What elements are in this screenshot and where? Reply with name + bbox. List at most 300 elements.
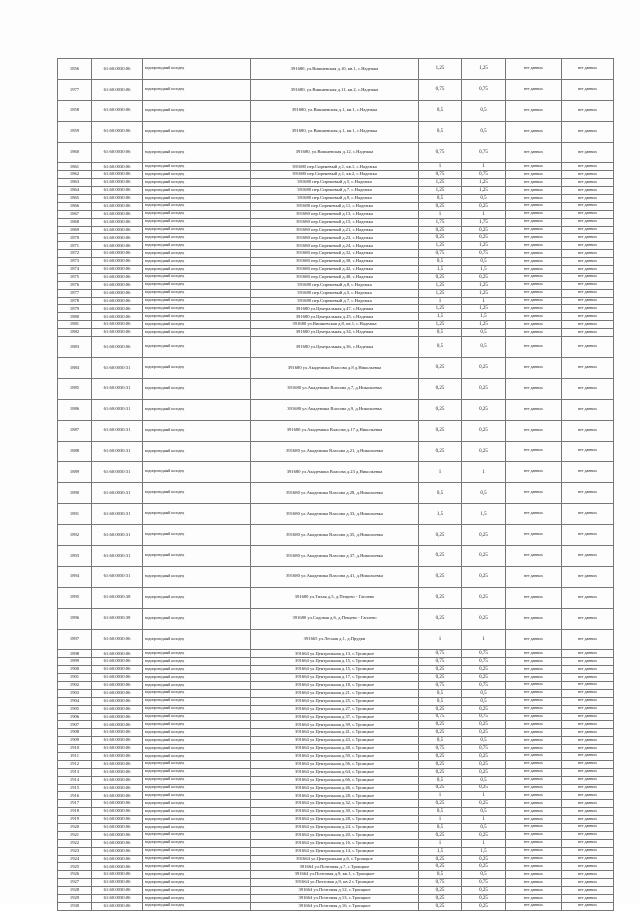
area-value: 0,25 [462,674,506,682]
cadastral-code: 61:60:0030:06 [92,871,143,879]
area-value: 1 [462,792,506,800]
owner-info: нет данных [506,855,562,863]
status-info: нет данных [562,305,614,313]
area-value: 0,75 [462,745,506,753]
cadastral-code: 61:60:0030:06 [92,629,143,650]
row-number: 1899 [58,658,92,666]
length-value: 0,75 [419,171,462,179]
area-value: 0,25 [462,863,506,871]
length-value: 0,25 [419,234,462,242]
object-address: 391680 ул.Академика Власова д.28, д.Никольевка [251,483,419,504]
area-value: 0,25 [462,855,506,863]
object-type: водопроводный колодец [143,713,251,721]
status-info: нет данных [562,420,614,441]
table-row [58,218,614,226]
cadastral-code: 61:60:0030:06 [92,689,143,697]
object-type: водопроводный колодец [143,816,251,824]
table-row [58,887,614,895]
length-value: 1,5 [419,504,462,525]
status-info: нет данных [562,629,614,650]
row-number: 1904 [58,697,92,705]
object-address: 391664 ул.Центральная д.15, с.Троицкое [251,658,419,666]
object-address: 391680 пер.Сиреневый д.13, с.Надежка [251,210,419,218]
cadastral-code: 61:60:0030:06 [92,650,143,658]
object-address: 391664 ул.Почтовая д.16, с.Троицкое [251,902,419,910]
area-value: 0,25 [462,566,506,587]
row-number: 1918 [58,808,92,816]
object-type: водопроводный колодец [143,721,251,729]
row-number: 1919 [58,816,92,824]
object-type: водопроводный колодец [143,337,251,358]
row-number: 1893 [58,545,92,566]
cadastral-code: 61:60:0030:06 [92,195,143,203]
object-address: 391680 пер.Сиреневый д.8, с.Надежка [251,281,419,289]
row-number: 1859 [58,121,92,142]
row-number: 1879 [58,305,92,313]
area-value: 1,25 [462,179,506,187]
row-number: 1930 [58,902,92,910]
area-value: 0,5 [462,258,506,266]
area-value: 0,75 [462,142,506,163]
object-address: 391680 ул.Академика Власова д.8 д.Никольевка [251,357,419,378]
cadastral-code: 61:60:0030:06 [92,210,143,218]
object-address: 391664 ул.Центральная д.24, с.Троицкое [251,824,419,832]
length-value: 0,25 [419,273,462,281]
area-value: 0,25 [462,768,506,776]
owner-info: нет данных [506,737,562,745]
row-number: 1889 [58,462,92,483]
table-row [58,681,614,689]
status-info: нет данных [562,855,614,863]
cadastral-code: 61:60:0030:06 [92,847,143,855]
object-type: водопроводный колодец [143,121,251,142]
table-row [58,281,614,289]
owner-info: нет данных [506,792,562,800]
length-value: 0,25 [419,760,462,768]
object-address: 391664 ул.Центральная д.13, с.Троицкое [251,650,419,658]
owner-info: нет данных [506,721,562,729]
table-row [58,250,614,258]
object-address: 391680 пер.Сиреневый д.38, с.Надежка [251,258,419,266]
length-value: 0,75 [419,879,462,887]
object-address: 391664 ул.Центральная д.28, с.Троицкое [251,816,419,824]
table-row [58,242,614,250]
status-info: нет данных [562,242,614,250]
object-type: водопроводный колодец [143,566,251,587]
status-info: нет данных [562,566,614,587]
status-info: нет данных [562,847,614,855]
cadastral-code: 61:60:0030:06 [92,666,143,674]
row-number: 1868 [58,218,92,226]
length-value: 0,25 [419,357,462,378]
area-value: 1,25 [462,305,506,313]
length-value: 1 [419,792,462,800]
object-address: 391664 ул.Центральная д.46, с.Троицкое [251,784,419,792]
length-value: 0,75 [419,250,462,258]
object-address: 391680 ул.Академика Власова д.35, д.Никольевка [251,525,419,546]
length-value: 0,5 [419,195,462,203]
cadastral-code: 61:60:0030:06 [92,863,143,871]
area-value: 1 [462,163,506,171]
object-type: водопроводный колодец [143,674,251,682]
cadastral-code: 61:60:0030:06 [92,297,143,305]
owner-info: нет данных [506,608,562,629]
object-type: водопроводный колодец [143,273,251,281]
length-value: 0,25 [419,831,462,839]
object-type: водопроводный колодец [143,399,251,420]
table-row [58,760,614,768]
object-address: 391680 ул.Академика Власова д.17 д.Никольевка [251,420,419,441]
area-value: 0,25 [462,831,506,839]
object-address: 391680 пер.Сиреневый д.9, с.Надежка [251,195,419,203]
length-value: 0,25 [419,587,462,608]
cadastral-code: 61:60:0030:06 [92,887,143,895]
object-type: водопроводный колодец [143,163,251,171]
status-info: нет данных [562,721,614,729]
area-value: 0,75 [462,681,506,689]
status-info: нет данных [562,545,614,566]
object-address: 391664 ул.Центральная д.37, с.Троицкое [251,713,419,721]
length-value: 0,5 [419,776,462,784]
object-address: 391680 пер.Сиреневый д.5, с.Надежка [251,179,419,187]
cadastral-code: 61:60:0030:06 [92,784,143,792]
row-number: 1858 [58,100,92,121]
table-row [58,378,614,399]
object-address: 391680 пер.Сиреневый д.11, с.Надежка [251,202,419,210]
cadastral-code: 61:60:0030:06 [92,273,143,281]
owner-info: нет данных [506,879,562,887]
length-value: 0,25 [419,705,462,713]
cadastral-code: 61:60:0030:06 [92,713,143,721]
cadastral-code: 61:60:0030:31 [92,504,143,525]
object-type: водопроводный колодец [143,525,251,546]
row-number: 1878 [58,297,92,305]
cadastral-code: 61:60:0030:06 [92,745,143,753]
area-value: 0,5 [462,697,506,705]
table-row [58,705,614,713]
object-address: 391664 ул.Почтовая д.7, с.Троицкое [251,863,419,871]
object-address: 391680 пер.Сиреневый д.7, с.Надежка [251,297,419,305]
cadastral-code: 61:60:0030:06 [92,234,143,242]
table-row [58,816,614,824]
table-row [58,745,614,753]
status-info: нет данных [562,266,614,274]
area-value: 0,75 [462,713,506,721]
status-info: нет данных [562,504,614,525]
object-type: водопроводный колодец [143,234,251,242]
table-row [58,879,614,887]
owner-info: нет данных [506,566,562,587]
length-value: 0,5 [419,824,462,832]
length-value: 0,25 [419,902,462,910]
status-info: нет данных [562,689,614,697]
object-type: водопроводный колодец [143,250,251,258]
status-info: нет данных [562,187,614,195]
owner-info: нет данных [506,800,562,808]
status-info: нет данных [562,760,614,768]
status-info: нет данных [562,737,614,745]
object-address: 391680 пер.Сиреневый д.15, с.Надежка [251,218,419,226]
object-type: водопроводный колодец [143,504,251,525]
length-value: 0,5 [419,871,462,879]
area-value: 0,25 [462,378,506,399]
row-number: 1909 [58,737,92,745]
object-address: 391664 ул.Центральная д.28, с.Троицкое [251,792,419,800]
area-value: 0,25 [462,705,506,713]
status-info: нет данных [562,705,614,713]
length-value: 0,75 [419,650,462,658]
status-info: нет данных [562,713,614,721]
length-value: 0,25 [419,800,462,808]
object-type: водопроводный колодец [143,839,251,847]
owner-info: нет данных [506,273,562,281]
owner-info: нет данных [506,808,562,816]
owner-info: нет данных [506,483,562,504]
object-type: водопроводный колодец [143,142,251,163]
cadastral-code: 61:60:0030:06 [92,187,143,195]
object-address: 391680 пер.Сиреневый д.42, с.Надежка [251,266,419,274]
row-number: 1916 [58,792,92,800]
table-row [58,855,614,863]
length-value: 0,25 [419,887,462,895]
area-value: 0,5 [462,824,506,832]
area-value: 1,5 [462,504,506,525]
cadastral-code: 61:60:0030:31 [92,357,143,378]
owner-info: нет данных [506,289,562,297]
area-value: 0,25 [462,729,506,737]
row-number: 1901 [58,674,92,682]
table-row [58,289,614,297]
length-value: 1,25 [419,242,462,250]
row-number: 1877 [58,289,92,297]
status-info: нет данных [562,226,614,234]
status-info: нет данных [562,297,614,305]
table-row [58,399,614,420]
owner-info: нет данных [506,79,562,100]
length-value: 0,25 [419,378,462,399]
row-number: 1903 [58,689,92,697]
area-value: 0,75 [462,250,506,258]
owner-info: нет данных [506,179,562,187]
length-value: 0,25 [419,721,462,729]
owner-info: нет данных [506,321,562,329]
length-value: 0,5 [419,737,462,745]
object-type: водопроводный колодец [143,760,251,768]
object-address: 391680, ул.Вишневская д.11, кв.2, с.Надежка [251,79,419,100]
owner-info: нет данных [506,337,562,358]
area-value: 0,25 [462,752,506,760]
area-value: 0,5 [462,737,506,745]
cadastral-code: 61:60:0030:06 [92,281,143,289]
row-number: 1887 [58,420,92,441]
object-type: водопроводный колодец [143,879,251,887]
cadastral-code: 61:60:0030:06 [92,305,143,313]
area-value: 1,5 [462,847,506,855]
status-info: нет данных [562,179,614,187]
area-value: 0,25 [462,587,506,608]
row-number: 1895 [58,587,92,608]
owner-info: нет данных [506,729,562,737]
table-row [58,674,614,682]
owner-info: нет данных [506,863,562,871]
table-row [58,525,614,546]
owner-info: нет данных [506,681,562,689]
object-address: 391664 ул.Почтовая д.9, кв.2 с.Троицкое [251,879,419,887]
object-type: водопроводный колодец [143,357,251,378]
row-number: 1873 [58,258,92,266]
object-address: 391664 ул.Почтовая д.13, с.Троицкое [251,895,419,903]
cadastral-code: 61:60:0030:06 [92,681,143,689]
object-type: водопроводный колодец [143,681,251,689]
object-address: 391680, ул.Вишневская д.12, с.Надежка [251,142,419,163]
row-number: 1892 [58,525,92,546]
row-number: 1871 [58,242,92,250]
owner-info: нет данных [506,218,562,226]
table-row [58,650,614,658]
length-value: 1 [419,297,462,305]
area-value: 0,25 [462,357,506,378]
area-value: 0,25 [462,226,506,234]
object-address: 391664 ул.Почтовая д.12, с.Троицкое [251,887,419,895]
row-number: 1898 [58,650,92,658]
table-row [58,666,614,674]
object-type: водопроводный колодец [143,871,251,879]
length-value: 1,5 [419,847,462,855]
area-value: 0,75 [462,650,506,658]
table-row [58,187,614,195]
cadastral-code: 61:60:0030:31 [92,420,143,441]
object-address: 391680, ул.Вишневская д.10, кв.1, с.Надежка [251,59,419,80]
table-row [58,504,614,525]
length-value: 1,5 [419,266,462,274]
cadastral-code: 61:60:0030:31 [92,566,143,587]
object-type: водопроводный колодец [143,226,251,234]
table-row [58,202,614,210]
row-number: 1977 [58,79,92,100]
area-value: 0,75 [462,879,506,887]
row-number: 1867 [58,210,92,218]
status-info: нет данных [562,887,614,895]
object-type: водопроводный колодец [143,902,251,910]
object-type: водопроводный колодец [143,313,251,321]
object-type: водопроводный колодец [143,483,251,504]
owner-info: нет данных [506,784,562,792]
table-row [58,210,614,218]
row-number: 1920 [58,824,92,832]
owner-info: нет данных [506,697,562,705]
cadastral-code: 61:60:0030:06 [92,59,143,80]
cadastral-code: 61:60:0030:06 [92,760,143,768]
owner-info: нет данных [506,847,562,855]
length-value: 0,25 [419,674,462,682]
object-address: 391665 ул.Лесная д.1, д.Прудки [251,629,419,650]
area-value: 0,25 [462,721,506,729]
object-type: водопроводный колодец [143,847,251,855]
status-info: нет данных [562,273,614,281]
object-type: водопроводный колодец [143,242,251,250]
registry-body [58,59,614,911]
table-row [58,313,614,321]
table-row [58,792,614,800]
length-value: 0,25 [419,608,462,629]
object-address: 391680 пер.Сиреневый д.1, кв.2, с.Надежка [251,171,419,179]
area-value: 0,75 [462,658,506,666]
object-address: 391680 ул.Академика Власова д.9, д.Никольевка [251,399,419,420]
owner-info: нет данных [506,831,562,839]
status-info: нет данных [562,839,614,847]
object-address: 391664 ул.Центральная д.21, с.Троицкое [251,689,419,697]
object-type: водопроводный колодец [143,629,251,650]
row-number: 1913 [58,768,92,776]
object-address: 391680 пер.Сиреневый д.48, с.Надежка [251,273,419,281]
owner-info: нет данных [506,895,562,903]
owner-info: нет данных [506,705,562,713]
row-number: 1928 [58,887,92,895]
object-address: 391664 ул.Центральная д.14, с.Троицкое [251,847,419,855]
area-value: 0,25 [462,666,506,674]
row-number: 1907 [58,721,92,729]
row-number: 1924 [58,855,92,863]
status-info: нет данных [562,483,614,504]
cadastral-code: 61:60:0030:06 [92,313,143,321]
table-row [58,441,614,462]
object-type: водопроводный колодец [143,697,251,705]
row-number: 1894 [58,566,92,587]
status-info: нет данных [562,281,614,289]
cadastral-code: 61:60:0030:06 [92,658,143,666]
length-value: 0,75 [419,745,462,753]
object-type: водопроводный колодец [143,729,251,737]
row-number: 1861 [58,163,92,171]
table-row [58,776,614,784]
object-type: водопроводный колодец [143,800,251,808]
table-row [58,337,614,358]
cadastral-code: 61:60:0030:06 [92,831,143,839]
object-type: водопроводный колодец [143,79,251,100]
owner-info: нет данных [506,504,562,525]
status-info: нет данных [562,218,614,226]
row-number: 1888 [58,441,92,462]
length-value: 0,75 [419,713,462,721]
owner-info: нет данных [506,420,562,441]
area-value: 0,75 [462,171,506,179]
table-row [58,629,614,650]
status-info: нет данных [562,321,614,329]
row-number: 1881 [58,321,92,329]
length-value: 0,5 [419,483,462,504]
owner-info: нет данных [506,195,562,203]
owner-info: нет данных [506,121,562,142]
object-type: водопроводный колодец [143,705,251,713]
row-number: 1864 [58,187,92,195]
owner-info: нет данных [506,399,562,420]
status-info: нет данных [562,234,614,242]
object-address: 391664 ул.Центральная д.20, с.Троицкое [251,831,419,839]
status-info: нет данных [562,142,614,163]
object-address: 391680, ул.Вишневская д.1, кв.1, с.Надежка [251,100,419,121]
object-type: водопроводный колодец [143,768,251,776]
owner-info: нет данных [506,142,562,163]
cadastral-code: 61:60:0030:06 [92,218,143,226]
length-value: 0,5 [419,121,462,142]
row-number: 1886 [58,399,92,420]
status-info: нет данных [562,674,614,682]
status-info: нет данных [562,650,614,658]
object-address: 391680 ул.Садовая д.6, д.Пещево - Гаплево [251,608,419,629]
cadastral-code: 61:60:0030:31 [92,462,143,483]
area-value: 1 [462,816,506,824]
object-type: водопроводный колодец [143,187,251,195]
